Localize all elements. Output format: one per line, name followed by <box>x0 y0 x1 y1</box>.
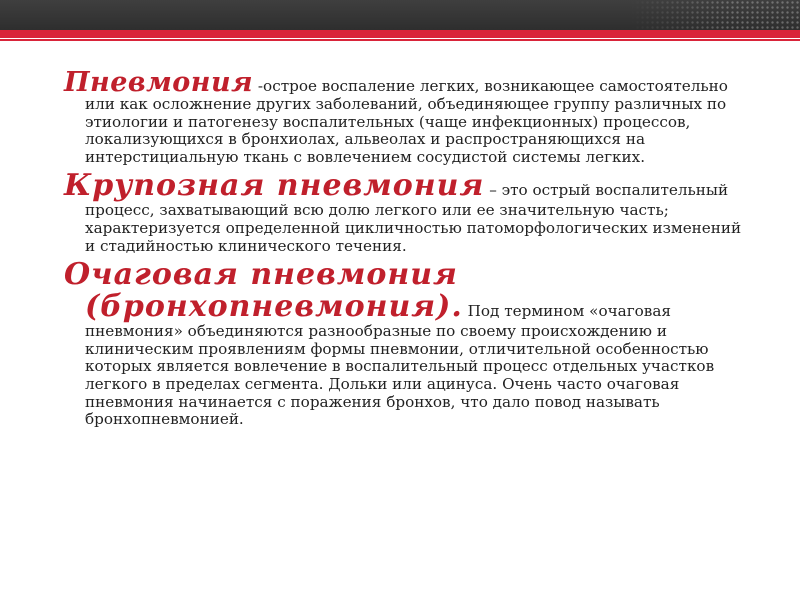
header-dot-pattern <box>630 0 800 30</box>
slide-body <box>64 67 754 433</box>
accent-line <box>0 39 800 41</box>
term-focal-pneumonia: Очаговая пневмония (бронхопневмония). <box>64 257 463 325</box>
definition-focal-pneumonia <box>64 259 754 429</box>
term-lobar-pneumonia: Крупозная пневмония <box>64 168 485 204</box>
definition-text-pneumonia: -острое воспаление легких, возникающее самостоятельно или как осложнение других заболеваний, объединяющее группу различных по этиологии и патогенезу воспалительных (чаще инфекционных) процессов, локализующихся в бронхиолах, альвеолах и распространяющихся на интерстициальную ткань с вовлечением сосудистой системы легких. <box>85 77 728 166</box>
definition-text-lobar-pneumonia: – это острый воспалительный процесс, захватывающий всю долю легкого или ее значительную часть; характеризуется определенной цикличностью патоморфологических изменений и стадийностью клинического течения. <box>85 181 742 255</box>
accent-stripe <box>0 30 800 38</box>
definition-lobar-pneumonia <box>64 170 754 255</box>
definition-text-focal-pneumonia: Под термином «очаговая пневмония» объединяются разнообразные по своему происхождению и клиническим проявлениям формы пневмонии, отличительной особенностью которых является вовлечение в воспалительный процесс отдельных участков легкого в пределах сегмента. Дольки или ацинуса. Очень часто очаговая пневмония начинается с поражения бронхов, что дало повод называть бронхопневмонией. <box>85 302 715 429</box>
header-band <box>0 0 800 30</box>
term-pneumonia: Пневмония <box>64 67 254 98</box>
definition-pneumonia <box>64 67 754 166</box>
